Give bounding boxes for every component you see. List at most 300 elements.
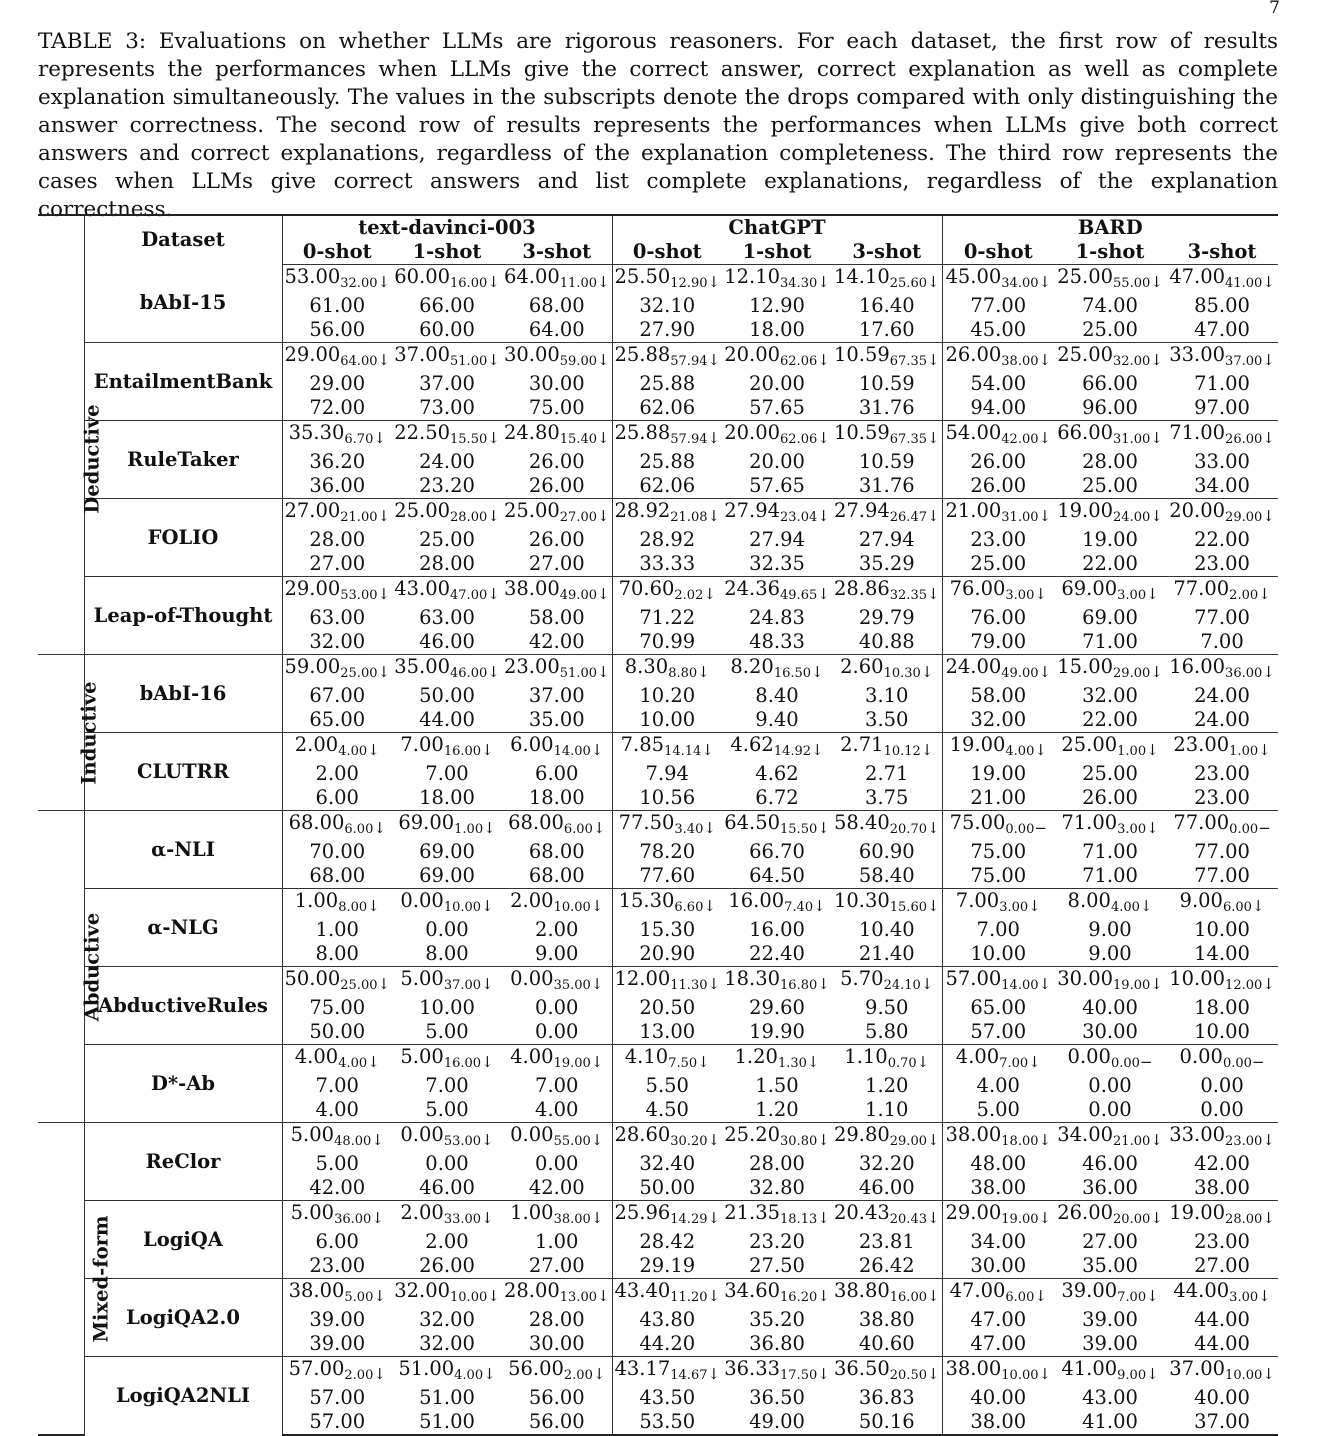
cell-drop-subscript: 62.06 xyxy=(780,354,818,369)
table-cell xyxy=(722,889,832,919)
cell-value: 24.80 xyxy=(503,421,560,444)
table-cell xyxy=(1054,1020,1166,1045)
cell-drop-subscript: 35.00 xyxy=(553,978,591,993)
table-cell xyxy=(722,421,832,451)
cell-value: 10.59 xyxy=(833,421,890,444)
table-cell xyxy=(282,450,392,474)
table-row xyxy=(38,889,1278,919)
dataset-name: D*-Ab xyxy=(84,1045,282,1123)
table-cell xyxy=(722,552,832,577)
table-cell xyxy=(1166,733,1278,763)
table-cell xyxy=(942,265,1054,295)
cell-value: 75.00 xyxy=(528,396,585,419)
table-cell xyxy=(282,1254,392,1279)
table-cell xyxy=(722,499,832,529)
cell-value: 8.20 xyxy=(730,655,774,678)
cell-value: 32.00 xyxy=(309,630,366,653)
cell-value: 30.00 xyxy=(528,1332,585,1355)
cell-value: 24.00 xyxy=(419,450,475,473)
cell-value: 21.00 xyxy=(970,786,1027,809)
down-arrow-icon: ↓ xyxy=(481,1053,494,1071)
table-cell xyxy=(612,318,722,343)
table-cell xyxy=(282,1020,392,1045)
table-cell xyxy=(1166,1308,1278,1332)
cell-value: 5.00 xyxy=(425,1020,469,1043)
down-arrow-icon: ↓ xyxy=(926,429,940,447)
cell-value: 4.00 xyxy=(315,1098,359,1121)
cell-value: 22.40 xyxy=(749,942,805,965)
cell-drop-subscript: 20.43 xyxy=(889,1212,927,1227)
table-cell xyxy=(502,1279,612,1309)
table-cell xyxy=(282,684,392,708)
cell-value: 29.00 xyxy=(945,1201,1002,1224)
cell-value: 16.00 xyxy=(749,918,805,941)
table-cell xyxy=(282,996,392,1020)
cell-value: 25.00 xyxy=(503,499,560,522)
cell-value: 16.00 xyxy=(728,889,785,912)
cell-drop-subscript: 10.00 xyxy=(450,1290,488,1305)
down-arrow-icon: ↓ xyxy=(926,507,940,525)
table-cell xyxy=(1054,1152,1166,1176)
cell-drop-subscript: 49.00 xyxy=(559,588,597,603)
cell-value: 19.00 xyxy=(970,762,1027,785)
table-cell xyxy=(722,1152,832,1176)
cell-value: 30.00 xyxy=(503,343,560,366)
cell-value: 2.00 xyxy=(315,762,359,785)
cell-drop-subscript: 16.00 xyxy=(889,1290,927,1305)
cell-value: 0.00 xyxy=(1200,1098,1244,1121)
table-cell xyxy=(832,499,942,529)
cell-value: 28.00 xyxy=(309,528,366,551)
table-cell xyxy=(1166,1279,1278,1309)
table-cell xyxy=(832,630,942,655)
cell-value: 27.00 xyxy=(309,552,366,575)
cell-value: 0.00 xyxy=(1067,1045,1111,1068)
cell-value: 10.00 xyxy=(1194,918,1250,941)
cell-drop-subscript: 48.00 xyxy=(334,1134,372,1149)
cell-value: 71.22 xyxy=(639,606,696,629)
cell-value: 4.62 xyxy=(730,733,774,756)
cell-value: 10.20 xyxy=(639,684,696,707)
cell-value: 36.33 xyxy=(724,1357,781,1380)
cell-value: 37.00 xyxy=(1194,1410,1250,1433)
cell-value: 57.00 xyxy=(945,967,1002,990)
table-cell xyxy=(1054,733,1166,763)
cell-drop-subscript: 10.00 xyxy=(553,900,591,915)
cell-value: 1.00 xyxy=(315,918,359,941)
table-cell xyxy=(722,1176,832,1201)
table-cell xyxy=(722,762,832,786)
table-row xyxy=(38,265,1278,295)
table-cell xyxy=(1054,1308,1166,1332)
table-cell xyxy=(612,1357,722,1387)
cell-value: 25.00 xyxy=(1057,343,1114,366)
cell-value: 25.00 xyxy=(1057,265,1114,288)
cell-value: 64.00 xyxy=(503,265,560,288)
cell-value: 54.00 xyxy=(945,421,1002,444)
down-arrow-icon: ↓ xyxy=(707,1209,721,1227)
table-cell xyxy=(722,942,832,967)
table-cell xyxy=(282,967,392,997)
table-cell xyxy=(1166,1123,1278,1153)
table-cell xyxy=(1166,840,1278,864)
table-cell xyxy=(1054,294,1166,318)
cell-drop-subscript: 15.50 xyxy=(780,822,818,837)
table-cell xyxy=(832,889,942,919)
cell-value: 68.00 xyxy=(288,811,345,834)
cell-value: 6.72 xyxy=(755,786,799,809)
cell-value: 32.00 xyxy=(1082,684,1138,707)
cell-value: 20.00 xyxy=(1169,499,1226,522)
cell-value: 7.00 xyxy=(400,733,444,756)
cell-drop-subscript: 14.29 xyxy=(670,1212,708,1227)
cell-value: 38.80 xyxy=(858,1308,915,1331)
table-row xyxy=(38,421,1278,451)
cell-drop-subscript: 6.00 xyxy=(563,822,593,837)
table-cell xyxy=(1054,1410,1166,1435)
table-cell xyxy=(942,499,1054,529)
down-arrow-icon: ↓ xyxy=(596,273,610,291)
down-arrow-icon: ↓ xyxy=(1262,975,1275,993)
down-arrow-icon: ↓ xyxy=(377,507,391,525)
cell-value: 30.00 xyxy=(970,1254,1027,1277)
cell-value: 30.00 xyxy=(528,372,585,395)
cell-value: 22.00 xyxy=(1194,528,1250,551)
cell-drop-subscript: 5.00 xyxy=(344,1290,374,1305)
down-arrow-icon: ↓ xyxy=(1150,1131,1163,1149)
cell-value: 23.00 xyxy=(309,1254,366,1277)
table-cell xyxy=(832,918,942,942)
table-cell xyxy=(282,528,392,552)
category-label: Abductive xyxy=(38,811,84,1123)
table-cell xyxy=(502,1074,612,1098)
cell-value: 64.50 xyxy=(724,811,781,834)
down-arrow-icon: ↓ xyxy=(1150,975,1163,993)
cell-drop-subscript: 0.00 xyxy=(1110,1056,1140,1071)
table-cell xyxy=(1054,1045,1166,1075)
table-cell xyxy=(282,1308,392,1332)
cell-drop-subscript: 64.00 xyxy=(340,354,378,369)
table-cell xyxy=(612,967,722,997)
cell-value: 28.42 xyxy=(639,1230,696,1253)
table-cell xyxy=(722,1098,832,1123)
table-cell xyxy=(1054,942,1166,967)
table-cell xyxy=(832,474,942,499)
table-cell xyxy=(502,733,612,763)
cell-value: 37.00 xyxy=(528,684,585,707)
table-cell xyxy=(1054,474,1166,499)
down-arrow-icon: ↓ xyxy=(813,897,826,915)
table-cell xyxy=(942,996,1054,1020)
cell-value: 29.80 xyxy=(833,1123,890,1146)
cell-value: 20.00 xyxy=(724,421,781,444)
cell-drop-subscript: 8.00 xyxy=(338,900,368,915)
down-arrow-icon: ↓ xyxy=(1038,351,1052,369)
cell-drop-subscript: 6.00 xyxy=(1005,1290,1035,1305)
table-cell xyxy=(722,655,832,685)
table-cell xyxy=(282,786,392,811)
table-cell xyxy=(1166,630,1278,655)
cell-value: 23.20 xyxy=(749,1230,805,1253)
dash-icon: − xyxy=(1034,819,1047,837)
cell-drop-subscript: 3.00 xyxy=(1005,588,1035,603)
down-arrow-icon: ↓ xyxy=(487,663,500,681)
cell-value: 23.00 xyxy=(1194,552,1250,575)
cell-value: 8.00 xyxy=(1067,889,1111,912)
table-cell xyxy=(722,733,832,763)
cell-value: 69.00 xyxy=(419,840,475,863)
table-cell xyxy=(722,1357,832,1387)
cell-value: 6.00 xyxy=(510,733,554,756)
cell-value: 2.71 xyxy=(840,733,884,756)
down-arrow-icon: ↓ xyxy=(371,1209,384,1227)
down-arrow-icon: ↓ xyxy=(703,897,716,915)
down-arrow-icon: ↓ xyxy=(1038,975,1052,993)
table-cell xyxy=(832,450,942,474)
cell-value: 25.00 xyxy=(394,499,451,522)
cell-drop-subscript: 6.00 xyxy=(1222,900,1252,915)
down-arrow-icon: ↓ xyxy=(590,1053,604,1071)
table-cell xyxy=(392,762,502,786)
table-cell xyxy=(502,1152,612,1176)
cell-value: 4.62 xyxy=(755,762,799,785)
cell-value: 18.30 xyxy=(724,967,781,990)
table-cell xyxy=(502,630,612,655)
cell-value: 35.00 xyxy=(1082,1254,1138,1277)
cell-value: 48.00 xyxy=(970,1152,1027,1175)
table-cell xyxy=(722,840,832,864)
table-cell xyxy=(832,684,942,708)
down-arrow-icon: ↓ xyxy=(707,1365,721,1383)
table-cell xyxy=(1054,967,1166,997)
down-arrow-icon: ↓ xyxy=(707,1131,721,1149)
table-cell xyxy=(282,811,392,841)
table-cell xyxy=(1054,421,1166,451)
table-cell xyxy=(392,967,502,997)
cell-value: 48.33 xyxy=(749,630,805,653)
cell-value: 7.85 xyxy=(620,733,665,756)
down-arrow-icon: ↓ xyxy=(377,273,391,291)
cell-value: 38.00 xyxy=(503,577,560,600)
cell-value: 0.00 xyxy=(400,1123,444,1146)
table-cell xyxy=(392,528,502,552)
cell-value: 32.35 xyxy=(749,552,805,575)
table-cell xyxy=(832,1230,942,1254)
table-cell xyxy=(1054,1332,1166,1357)
cell-value: 15.00 xyxy=(1057,655,1114,678)
cell-value: 36.00 xyxy=(309,474,366,497)
cell-value: 38.00 xyxy=(970,1176,1027,1199)
header-shot: 3-shot xyxy=(1166,240,1278,265)
table-cell xyxy=(282,265,392,295)
table-cell xyxy=(1054,1123,1166,1153)
table-cell xyxy=(502,1123,612,1153)
table-cell xyxy=(502,1308,612,1332)
table-cell xyxy=(282,1230,392,1254)
down-arrow-icon: ↓ xyxy=(481,975,494,993)
table-cell xyxy=(942,1308,1054,1332)
cell-drop-subscript: 10.00 xyxy=(1001,1368,1039,1383)
cell-drop-subscript: 67.35 xyxy=(889,432,927,447)
table-cell xyxy=(392,918,502,942)
cell-value: 26.00 xyxy=(1057,1201,1114,1224)
table-cell xyxy=(612,630,722,655)
cell-value: 1.20 xyxy=(865,1074,909,1097)
cell-drop-subscript: 0.00 xyxy=(1229,822,1259,837)
table-cell xyxy=(392,684,502,708)
header-dataset: Dataset xyxy=(84,215,282,265)
table-cell xyxy=(1166,552,1278,577)
cell-value: 35.29 xyxy=(858,552,915,575)
table-cell xyxy=(722,1332,832,1357)
cell-drop-subscript: 33.00 xyxy=(443,1212,482,1227)
table-cell xyxy=(502,1230,612,1254)
table-cell xyxy=(502,889,612,919)
cell-value: 20.00 xyxy=(724,343,781,366)
down-arrow-icon: ↓ xyxy=(1262,663,1275,681)
cell-value: 6.00 xyxy=(315,786,359,809)
cell-value: 38.00 xyxy=(970,1410,1027,1433)
table-cell xyxy=(1166,265,1278,295)
category-label: Mixed-form xyxy=(38,1123,84,1436)
down-arrow-icon: ↓ xyxy=(377,663,391,681)
down-arrow-icon: ↓ xyxy=(1262,1131,1275,1149)
cell-value: 2.00 xyxy=(510,889,554,912)
table-caption: TABLE 3: Evaluations on whether LLMs are rigorous reasoners. For each dataset, the first row of results represents the performances when LLMs give the correct answer, correct explanation as well as complete explanation simultaneously. The values in the subscripts denote the drops compared with only distinguishing the answer correctness. The second row of results represents the performances when LLMs give both correct answers and correct explanations, regardless of the explanation completeness. The third row represents the cases when LLMs give correct answers and list complete explanations, regardless of the explanation correctness. xyxy=(38,29,1278,222)
down-arrow-icon: ↓ xyxy=(707,351,721,369)
cell-value: 9.00 xyxy=(535,942,579,965)
table-cell xyxy=(942,1279,1054,1309)
cell-drop-subscript: 21.08 xyxy=(670,510,708,525)
table-cell xyxy=(1166,1410,1278,1435)
cell-value: 5.00 xyxy=(425,1098,469,1121)
cell-value: 18.00 xyxy=(528,786,585,809)
cell-value: 71.00 xyxy=(1194,372,1250,395)
table-cell xyxy=(1166,318,1278,343)
dataset-name: LogiQA2NLI xyxy=(84,1357,282,1436)
cell-drop-subscript: 4.00 xyxy=(454,1368,484,1383)
table-cell xyxy=(282,606,392,630)
cell-drop-subscript: 1.00 xyxy=(1117,744,1147,759)
cell-value: 75.00 xyxy=(970,864,1027,887)
table-cell xyxy=(942,942,1054,967)
table-cell xyxy=(942,762,1054,786)
table-cell xyxy=(942,684,1054,708)
cell-value: 10.30 xyxy=(833,889,890,912)
down-arrow-icon: ↓ xyxy=(817,819,830,837)
table-cell xyxy=(502,1176,612,1201)
table-cell xyxy=(392,864,502,889)
dash-icon: − xyxy=(1251,1053,1265,1071)
table-cell xyxy=(942,372,1054,396)
table-cell xyxy=(392,1098,502,1123)
table-cell xyxy=(612,1045,722,1075)
table-cell xyxy=(612,1332,722,1357)
cell-value: 4.00 xyxy=(294,1045,339,1068)
cell-value: 9.50 xyxy=(865,996,909,1019)
table-cell xyxy=(392,265,502,295)
cell-value: 30.00 xyxy=(1057,967,1114,990)
cell-drop-subscript: 16.00 xyxy=(450,276,488,291)
results-table-grid xyxy=(38,214,1278,1436)
cell-drop-subscript: 2.00 xyxy=(344,1368,374,1383)
cell-value: 30.00 xyxy=(1082,1020,1138,1043)
category-label: Deductive xyxy=(38,265,84,655)
table-row xyxy=(38,733,1278,763)
table-cell xyxy=(392,421,502,451)
dataset-name: LogiQA xyxy=(84,1201,282,1279)
table-cell xyxy=(1166,1176,1278,1201)
down-arrow-icon: ↓ xyxy=(377,351,391,369)
cell-value: 24.00 xyxy=(1194,708,1250,731)
cell-value: 68.00 xyxy=(528,294,585,317)
cell-drop-subscript: 11.30 xyxy=(670,978,708,993)
cell-value: 8.00 xyxy=(315,942,359,965)
cell-drop-subscript: 7.50 xyxy=(668,1056,698,1071)
cell-value: 5.00 xyxy=(290,1123,335,1146)
table-cell xyxy=(392,1176,502,1201)
table-cell xyxy=(832,1098,942,1123)
header-shot: 1-shot xyxy=(722,240,832,265)
down-arrow-icon: ↓ xyxy=(487,273,500,291)
table-cell xyxy=(1054,864,1166,889)
cell-drop-subscript: 16.20 xyxy=(780,1290,818,1305)
down-arrow-icon: ↓ xyxy=(373,429,386,447)
cell-value: 44.00 xyxy=(419,708,475,731)
cell-value: 28.00 xyxy=(503,1279,560,1302)
cell-drop-subscript: 38.00 xyxy=(553,1212,591,1227)
cell-value: 69.00 xyxy=(398,811,455,834)
down-arrow-icon: ↓ xyxy=(592,819,606,837)
cell-value: 62.06 xyxy=(639,396,696,419)
cell-value: 0.00 xyxy=(1088,1098,1132,1121)
table-cell xyxy=(282,372,392,396)
cell-drop-subscript: 30.20 xyxy=(670,1134,708,1149)
table-cell xyxy=(722,1230,832,1254)
cell-drop-subscript: 55.00 xyxy=(553,1134,591,1149)
cell-value: 10.59 xyxy=(858,450,915,473)
cell-value: 34.60 xyxy=(724,1279,781,1302)
down-arrow-icon: ↓ xyxy=(707,1287,721,1305)
cell-value: 21.35 xyxy=(724,1201,781,1224)
cell-value: 27.00 xyxy=(284,499,341,522)
cell-value: 77.00 xyxy=(1173,577,1230,600)
table-cell xyxy=(1054,786,1166,811)
cell-drop-subscript: 67.35 xyxy=(889,354,927,369)
down-arrow-icon: ↓ xyxy=(817,1209,830,1227)
cell-value: 1.10 xyxy=(865,1098,909,1121)
cell-value: 23.81 xyxy=(858,1230,915,1253)
table-cell xyxy=(942,967,1054,997)
cell-value: 63.00 xyxy=(309,606,366,629)
table-cell xyxy=(502,577,612,607)
table-cell xyxy=(722,606,832,630)
cell-value: 39.00 xyxy=(1082,1332,1138,1355)
table-cell xyxy=(1166,889,1278,919)
cell-drop-subscript: 0.70 xyxy=(887,1056,917,1071)
down-arrow-icon: ↓ xyxy=(926,1209,940,1227)
down-arrow-icon: ↓ xyxy=(1038,507,1052,525)
table-cell xyxy=(942,1386,1054,1410)
cell-drop-subscript: 26.47 xyxy=(889,510,927,525)
down-arrow-icon: ↓ xyxy=(1258,585,1271,603)
cell-drop-subscript: 53.00 xyxy=(340,588,378,603)
cell-drop-subscript: 2.00 xyxy=(563,1368,593,1383)
dataset-name: FOLIO xyxy=(84,499,282,577)
table-cell xyxy=(392,499,502,529)
down-arrow-icon: ↓ xyxy=(1262,429,1275,447)
table-cell xyxy=(722,1074,832,1098)
